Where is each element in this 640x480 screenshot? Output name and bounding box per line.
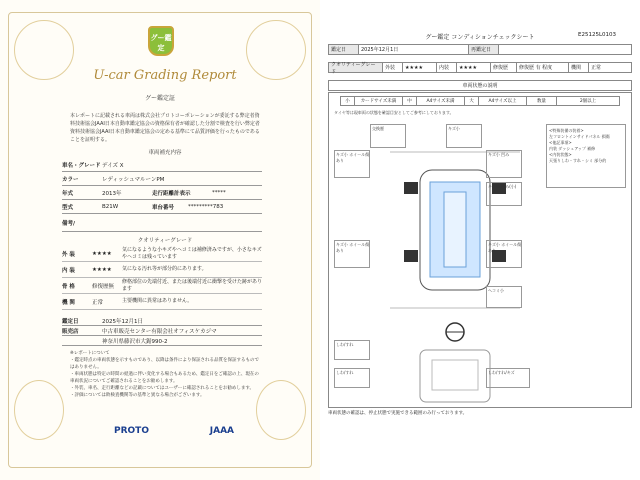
- corner-ornament: [14, 20, 74, 80]
- quality-row: 骨 格 修復歴無 修格部位の先端付近、または後端付近に衝撃を受けた跡があります: [62, 278, 262, 294]
- quality-section-title: クオリティーグレード: [137, 238, 193, 244]
- mileage-value: *****: [212, 189, 226, 196]
- year-label: 年式: [62, 190, 74, 197]
- vehicle-section-title: 車両補充内容: [148, 150, 182, 156]
- report-notes: ※レポートについて ・鑑定時点の車両状態を示すものであり、以降は条件により保証される品質を保証するものではありません。 ・車両状態は特定の時間の経過に伴い変化する場合もあるため、鑑定日をご確認の上、現在の車両状況についてご確認されることをお勧めします。 ・外装、車名、走行距離などの記載についてはユーザーに確認されることをお勧めします。 ・評価については敗検査機関等の基準と異なる場合がございます。: [70, 351, 259, 398]
- mileage-label: 走行距離計表示: [152, 190, 191, 197]
- quality-table: [62, 246, 262, 310]
- model-value: B21W: [102, 203, 119, 210]
- chassis-value: *********783: [188, 203, 224, 210]
- damage-label: しわ/すれ/キズ: [488, 370, 515, 375]
- grade-row: クオリティーグレード 外装 ★★★★ 内装 ★★★★ 修復歴 修復歴 有 程度 機関 正常: [328, 62, 632, 73]
- damage-label: 交換歴: [372, 126, 384, 131]
- shop-label: 販売店: [62, 328, 79, 335]
- report-subtitle: グー鑑定証: [144, 95, 175, 102]
- damage-label: キズ小 ホイール傷あり: [336, 152, 370, 163]
- date-row: 鑑定日 2025年12月1日 再鑑定日: [328, 44, 632, 55]
- report-intro: 本レポートに記載される車両は株式会社プロトコーポレーションが委託する弊定者資料技術協会JAAI日本自動車鑑定協会の資格保有者が確認した分割で検査を行い弊定者資料技術協会JAAI日本自動車鑑定協会の定める基準にて品質評価を行ったものであることを証明する。: [70, 113, 260, 143]
- tire-notice: タイヤ等は現車両の状態を確認目安としてご参考にしております。: [334, 110, 454, 115]
- color-value: レディッシュマルーンPM: [102, 176, 165, 183]
- name-label: 車名・グレード: [62, 162, 101, 169]
- shop-value: 中古車販売センター有限会社オフィスケカジマ: [102, 328, 217, 335]
- quality-row: 外 装 ★★★★ 気になるような小キズやヘコミは補修済みですが、小さなキズやヘコミは残っています: [62, 246, 262, 262]
- damage-label: キズ小 凹み: [488, 152, 510, 157]
- sheet-code: E25125L0103: [578, 32, 617, 38]
- sheet-title: グー鑑定 コンディションチェックシート: [425, 34, 535, 41]
- damage-label: キズ小 凹み(小): [488, 184, 517, 189]
- proto-logo: PROTO: [114, 426, 149, 436]
- damage-label: ヘコミ小: [488, 288, 504, 293]
- size-legend: 小 カードサイズ未満 中 A4サイズ未満 大 A4サイズ以上 数量 2個以上: [340, 96, 620, 106]
- damage-label: しわ/すれ: [336, 370, 354, 375]
- chassis-label: 車台番号: [152, 204, 175, 211]
- logo-row: [114, 426, 234, 436]
- address-value: 神奈川県藤沢市大鋸990-2: [102, 338, 168, 345]
- jaaa-logo: JAAA: [209, 426, 234, 436]
- color-label: カラー: [62, 176, 79, 183]
- damage-label: キズ小: [448, 126, 460, 131]
- quality-row: 機 関 正常 主要機関に異常はありません。: [62, 294, 262, 310]
- corner-ornament: [14, 380, 64, 440]
- quality-row: 内 装 ★★★★ 気になる汚れ等が部分的にあります。: [62, 262, 262, 278]
- damage-label: しわ/すれ: [336, 342, 354, 347]
- vehicle-table: [62, 158, 262, 232]
- goo-badge: グー鑑定: [148, 26, 174, 56]
- name-value: デイズ X: [102, 162, 124, 169]
- damage-label: キズ小 ホイール傷あり: [488, 242, 522, 253]
- status-head: 車両状態の説明: [328, 80, 632, 91]
- corner-ornament: [256, 380, 306, 440]
- remarks-notes: <特殊装備の装着> 左フロントインサイドパネル 損傷 <他記事項> 内装 ダッシュアップ 補修 <内装状態> 天張りしわ・すれ・シミ 部分的: [549, 128, 610, 163]
- date-value: 2025年12月1日: [102, 318, 143, 325]
- sheet-footer: 車両状態の確認は、停止状態で実施できる範囲のみ行っております。: [328, 411, 468, 416]
- notes-label: 備考/: [62, 220, 76, 227]
- model-label: 型式: [62, 204, 74, 211]
- condition-sheet: [320, 0, 640, 480]
- report-title: U-car Grading Report: [93, 68, 237, 83]
- damage-label: キズ小 ホイール傷あり: [336, 242, 370, 253]
- dealer-table: [62, 316, 262, 346]
- date-label: 鑑定日: [62, 318, 79, 325]
- year-value: 2013年: [102, 190, 122, 197]
